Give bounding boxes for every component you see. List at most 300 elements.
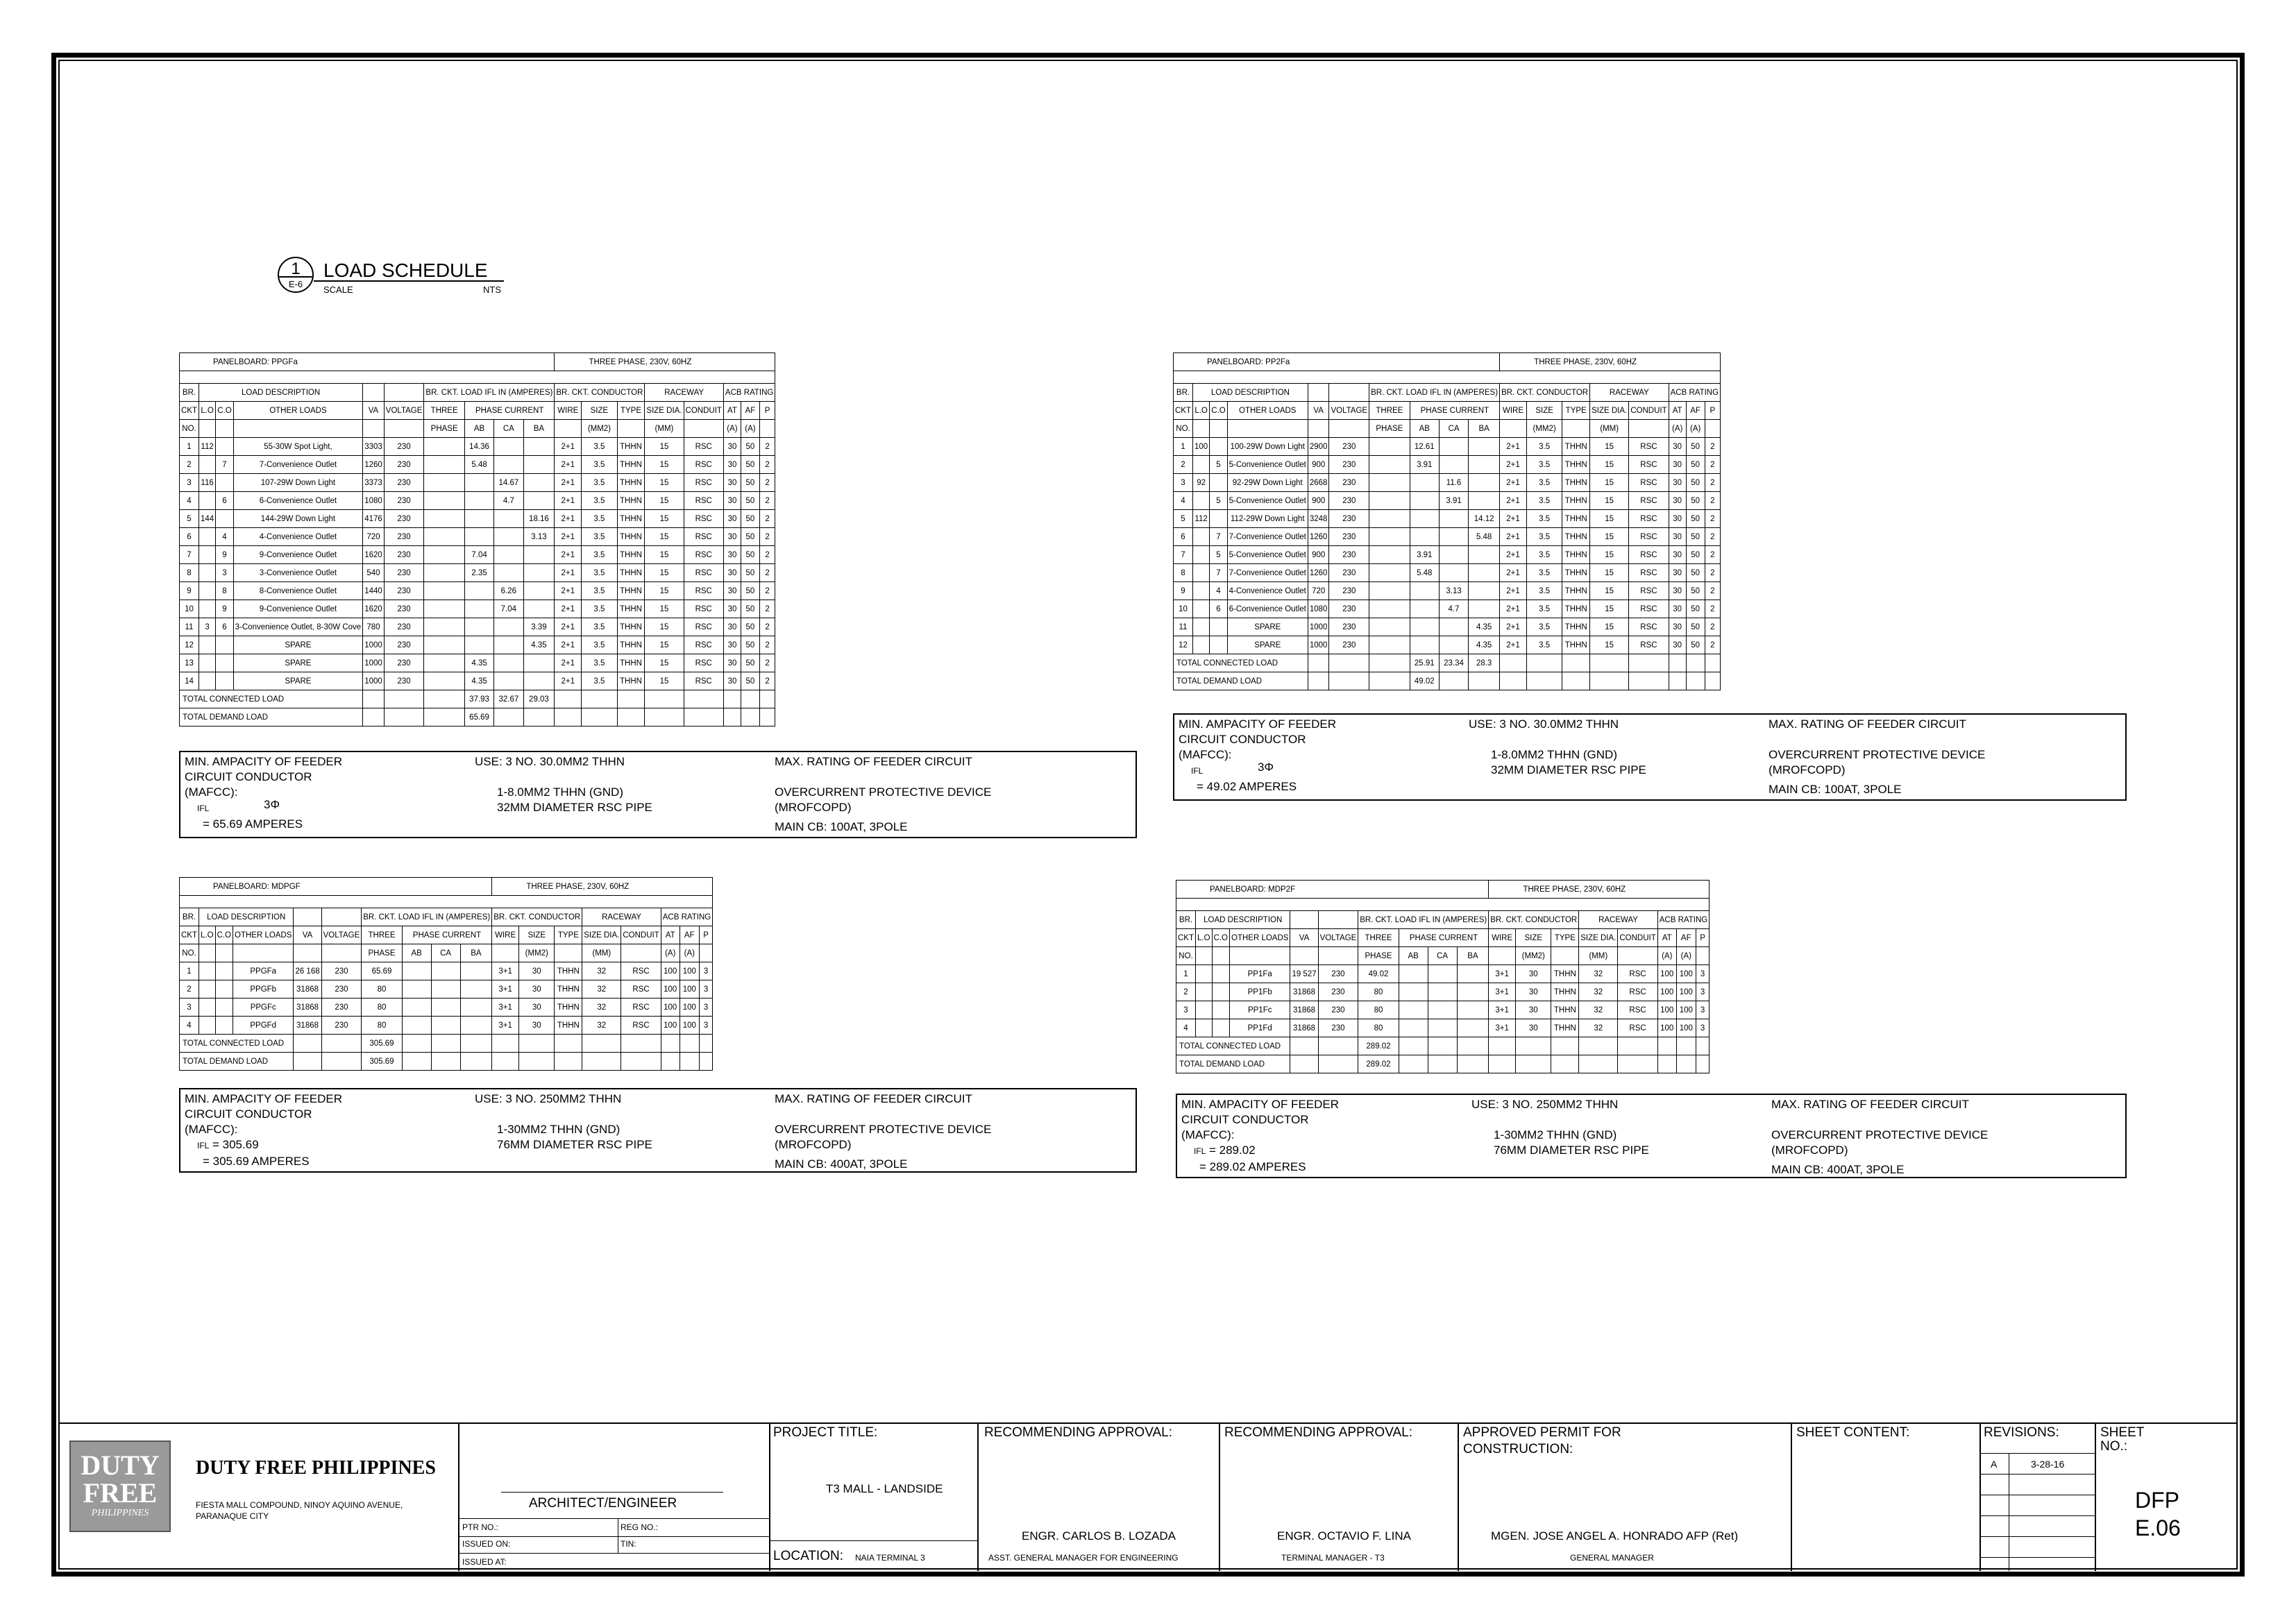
address-line-1: FIESTA MALL COMPOUND, NINOY AQUINO AVENUE, <box>196 1500 403 1510</box>
col-header: CONDUIT <box>1618 929 1657 947</box>
table-cell: THHN <box>617 474 645 492</box>
revision-letter: A <box>1991 1459 1998 1470</box>
col-header: BA <box>1457 947 1489 965</box>
table-cell: 3.5 <box>582 582 617 600</box>
table-cell: 3 <box>1696 1001 1709 1019</box>
col-header <box>199 944 216 962</box>
table-cell: 2 <box>180 456 199 474</box>
feeder-circuit-conductor: CIRCUIT CONDUCTOR <box>1179 733 1306 746</box>
col-br: BR. <box>1174 384 1193 402</box>
table-cell: RSC <box>1618 1019 1657 1037</box>
panel-phase: THREE PHASE, 230V, 60HZ <box>492 878 713 896</box>
project-label: PROJECT TITLE: <box>773 1425 878 1440</box>
total-ca <box>431 1053 460 1071</box>
col-header: L.O <box>199 926 216 944</box>
table-cell: 100 <box>1657 1001 1676 1019</box>
table-cell <box>1439 438 1468 456</box>
table-cell: 9 <box>216 600 233 618</box>
table-cell: 50 <box>1686 600 1705 618</box>
total-three-phase <box>424 708 465 726</box>
col-header: TYPE <box>617 402 645 420</box>
table-cell <box>199 564 216 582</box>
table-cell: SPARE <box>1227 636 1308 654</box>
table-cell <box>199 1017 216 1035</box>
table-cell: 10 <box>1174 600 1193 618</box>
col-conductor: BR. CKT. CONDUCTOR <box>492 908 582 926</box>
col-header: VA <box>294 926 321 944</box>
table-cell <box>402 999 431 1017</box>
table-cell: RSC <box>1629 456 1669 474</box>
table-cell: 80 <box>1358 1019 1399 1037</box>
table-cell: 7-Convenience Outlet <box>1227 528 1308 546</box>
table-cell: 230 <box>1329 438 1369 456</box>
table-cell: 2+1 <box>1500 600 1527 618</box>
table-cell: THHN <box>1562 564 1590 582</box>
table-cell: 3+1 <box>492 962 519 980</box>
table-cell <box>424 618 465 636</box>
table-cell <box>1193 582 1210 600</box>
table-row <box>1174 618 1721 636</box>
table-cell: 230 <box>384 492 424 510</box>
approval-cell <box>1459 1424 1792 1571</box>
col-load-description: LOAD DESCRIPTION <box>1193 384 1308 402</box>
table-cell <box>424 438 465 456</box>
table-cell: 2 <box>759 672 775 690</box>
table-cell: 3.5 <box>1526 474 1562 492</box>
table-cell: RSC <box>1618 983 1657 1001</box>
table-cell <box>1369 546 1410 564</box>
table-cell: 100 <box>679 962 699 980</box>
panelboard-name: PANELBOARD: PP2Fa <box>1174 353 1500 371</box>
table-cell <box>215 962 233 980</box>
table-cell <box>424 636 465 654</box>
table-cell: 1000 <box>363 654 385 672</box>
table-cell: 15 <box>1590 636 1629 654</box>
table-cell <box>494 546 523 564</box>
table-cell: 5-Convenience Outlet <box>1227 456 1308 474</box>
panelboard-name: PANELBOARD: MDPGF <box>180 878 492 896</box>
col-header: SIZE <box>519 926 555 944</box>
table-cell <box>1457 965 1489 983</box>
table-cell <box>1369 510 1410 528</box>
table-row <box>1174 636 1721 654</box>
table-cell: 50 <box>741 438 760 456</box>
total-three-phase: 305.69 <box>362 1053 403 1071</box>
approval-name: MGEN. JOSE ANGEL A. HONRADO AFP (Ret) <box>1491 1529 1739 1543</box>
table-cell: 2+1 <box>555 474 582 492</box>
feeder-ifl-label: IFL <box>1191 766 1204 776</box>
col-header: VOLTAGE <box>384 402 424 420</box>
table-cell <box>1439 636 1468 654</box>
sheet-label-1: SHEET <box>2100 1425 2145 1440</box>
table-cell: 30 <box>1669 582 1686 600</box>
col-acb: ACB RATING <box>661 908 712 926</box>
table-cell: 3 <box>699 999 712 1017</box>
table-cell <box>1369 456 1410 474</box>
table-cell: THHN <box>617 654 645 672</box>
table-cell: THHN <box>1562 492 1590 510</box>
table-cell: PPGFa <box>233 962 294 980</box>
company-logo: DUTY FREE PHILIPPINES <box>69 1441 171 1532</box>
table-cell: 5 <box>1174 510 1193 528</box>
table-cell: RSC <box>684 618 723 636</box>
feeder-amperes: = 289.02 AMPERES <box>1199 1160 1306 1173</box>
table-cell: 30 <box>1669 474 1686 492</box>
project-title: T3 MALL - LANDSIDE <box>826 1482 943 1495</box>
feeder-ifl-label: IFL <box>1194 1146 1206 1156</box>
col-header: AB <box>402 944 431 962</box>
total-ba: 29.03 <box>523 690 555 708</box>
table-cell: 9 <box>180 582 199 600</box>
table-cell: 4.35 <box>523 636 555 654</box>
table-row <box>1176 965 1710 983</box>
table-cell <box>1439 564 1468 582</box>
table-cell: 14.12 <box>1469 510 1500 528</box>
feeder-use: USE: 3 NO. 30.0MM2 THHN <box>1469 717 1619 731</box>
table-cell <box>1210 474 1227 492</box>
table-cell: 2 <box>759 618 775 636</box>
table-cell: 3.91 <box>1439 492 1468 510</box>
table-cell: 30 <box>1669 600 1686 618</box>
table-cell: 15 <box>645 582 684 600</box>
col-acb: ACB RATING <box>723 384 775 402</box>
table-cell: 15 <box>1590 546 1629 564</box>
total-ab: 37.93 <box>464 690 493 708</box>
approval-label-2: CONSTRUCTION: <box>1463 1442 1573 1456</box>
table-cell <box>1369 600 1410 618</box>
table-cell: 230 <box>1329 528 1369 546</box>
col-header: (MM) <box>645 420 684 438</box>
table-cell: 1260 <box>363 456 385 474</box>
table-cell: 2+1 <box>1500 456 1527 474</box>
col-phase-current: PHASE CURRENT <box>402 926 491 944</box>
table-cell <box>1196 983 1213 1001</box>
col-header: PHASE <box>424 420 465 438</box>
col-header <box>1562 420 1590 438</box>
table-cell: 2+1 <box>1500 474 1527 492</box>
col-header: CONDUIT <box>684 402 723 420</box>
table-cell: 31868 <box>1290 1001 1318 1019</box>
table-cell <box>464 582 493 600</box>
reg-label: REG NO.: <box>621 1522 659 1532</box>
table-cell: 30 <box>723 438 741 456</box>
feeder-ifl-label: IFL <box>197 1141 210 1150</box>
revision-date: 3-28-16 <box>2031 1459 2065 1470</box>
table-cell: 30 <box>723 654 741 672</box>
table-cell: 100 <box>661 1017 679 1035</box>
feeder-summary <box>179 1088 1137 1173</box>
table-cell <box>424 528 465 546</box>
table-cell: 230 <box>1329 546 1369 564</box>
table-cell: 3 <box>699 980 712 999</box>
table-cell: RSC <box>684 654 723 672</box>
table-cell: 2+1 <box>555 492 582 510</box>
table-cell: 80 <box>362 999 403 1017</box>
approval-label-1: APPROVED PERMIT FOR <box>1463 1425 1621 1440</box>
table-row <box>180 546 775 564</box>
table-cell <box>1457 983 1489 1001</box>
table-cell <box>1210 618 1227 636</box>
table-cell <box>199 492 216 510</box>
table-cell: 9 <box>1174 582 1193 600</box>
table-cell: 230 <box>1329 474 1369 492</box>
table-cell: 230 <box>384 636 424 654</box>
table-cell: 230 <box>1329 492 1369 510</box>
ptr-label: PTR NO.: <box>462 1522 499 1532</box>
rec1-name: ENGR. CARLOS B. LOZADA <box>1022 1529 1176 1543</box>
table-cell: 50 <box>1686 618 1705 636</box>
location-label: LOCATION: <box>773 1549 843 1563</box>
feeder-ocpd: OVERCURRENT PROTECTIVE DEVICE <box>1771 1128 1989 1141</box>
table-cell: 32 <box>582 980 621 999</box>
feeder-main-cb: MAIN CB: 100AT, 3POLE <box>1769 783 1902 796</box>
table-cell: 1080 <box>363 492 385 510</box>
col-header: BA <box>460 944 492 962</box>
col-header: (A) <box>1686 420 1705 438</box>
table-cell <box>460 999 492 1017</box>
table-cell: 30 <box>519 1017 555 1035</box>
col-header: CA <box>1428 947 1457 965</box>
sheet-content-cell <box>1792 1424 1981 1571</box>
table-cell: 31868 <box>294 999 321 1017</box>
total-label: TOTAL CONNECTED LOAD <box>180 690 363 708</box>
table-cell: 15 <box>645 618 684 636</box>
total-ab: 25.91 <box>1410 654 1439 672</box>
table-cell: 2 <box>1705 474 1721 492</box>
table-cell: 15 <box>645 672 684 690</box>
table-cell: 30 <box>1669 528 1686 546</box>
table-cell: 3.5 <box>582 672 617 690</box>
table-cell <box>494 564 523 582</box>
table-cell: 1000 <box>1308 618 1329 636</box>
table-cell <box>424 546 465 564</box>
col-br: BR. <box>1176 911 1196 929</box>
col-header: THREE <box>362 926 403 944</box>
table-cell: THHN <box>617 492 645 510</box>
col-header <box>1212 947 1229 965</box>
table-cell: 144-29W Down Light <box>233 510 363 528</box>
col-acb: ACB RATING <box>1669 384 1720 402</box>
table-cell <box>199 999 216 1017</box>
table-cell: RSC <box>684 456 723 474</box>
panel-phase: THREE PHASE, 230V, 60HZ <box>555 353 775 371</box>
table-cell: 15 <box>645 546 684 564</box>
table-cell: THHN <box>1562 618 1590 636</box>
col-load-description: LOAD DESCRIPTION <box>1196 911 1290 929</box>
table-cell: 100 <box>1657 983 1676 1001</box>
table-cell: 3.5 <box>1526 618 1562 636</box>
table-cell <box>464 492 493 510</box>
table-cell: 2 <box>759 438 775 456</box>
table-cell: THHN <box>1562 438 1590 456</box>
feeder-circuit-conductor: CIRCUIT CONDUCTOR <box>185 770 312 783</box>
table-cell <box>1193 636 1210 654</box>
table-cell: 30 <box>723 510 741 528</box>
feeder-ground: 1-30MM2 THHN (GND) <box>1494 1128 1617 1141</box>
revisions-label: REVISIONS: <box>1984 1425 2059 1440</box>
table-cell: 3.5 <box>582 618 617 636</box>
col-header: SIZE DIA. <box>1590 402 1629 420</box>
table-cell <box>523 654 555 672</box>
table-cell <box>494 618 523 636</box>
table-cell: 2+1 <box>555 582 582 600</box>
table-cell <box>494 636 523 654</box>
col-header: NO. <box>1174 420 1193 438</box>
table-cell: 30 <box>519 962 555 980</box>
sheet-no-2: E.06 <box>2135 1515 2181 1540</box>
table-cell: 5.48 <box>1469 528 1500 546</box>
table-cell: 5 <box>180 510 199 528</box>
col-raceway: RACEWAY <box>582 908 661 926</box>
table-cell: RSC <box>684 510 723 528</box>
table-cell: 30 <box>723 582 741 600</box>
table-cell: RSC <box>684 474 723 492</box>
table-cell: 2 <box>1705 600 1721 618</box>
table-cell <box>464 636 493 654</box>
table-cell: 7-Convenience Outlet <box>233 456 363 474</box>
col-header: SIZE <box>582 402 617 420</box>
total-ca <box>1428 1055 1457 1073</box>
feeder-circuit-conductor: CIRCUIT CONDUCTOR <box>185 1107 312 1121</box>
table-cell: 30 <box>519 999 555 1017</box>
table-cell: 100 <box>679 1017 699 1035</box>
table-cell: 100 <box>1657 1019 1676 1037</box>
table-cell: 1000 <box>1308 636 1329 654</box>
table-cell: 30 <box>1669 456 1686 474</box>
sheet-content-label: SHEET CONTENT: <box>1796 1425 1910 1440</box>
table-row <box>180 962 713 980</box>
table-cell: THHN <box>1551 965 1579 983</box>
table-cell: 2 <box>759 456 775 474</box>
col-header <box>215 944 233 962</box>
table-row <box>1174 600 1721 618</box>
table-cell <box>424 672 465 690</box>
table-cell: 92 <box>1193 474 1210 492</box>
table-cell: 30 <box>723 600 741 618</box>
table-cell: 50 <box>741 654 760 672</box>
table-cell <box>1410 600 1439 618</box>
table-cell: 2 <box>1705 456 1721 474</box>
table-cell: 15 <box>645 456 684 474</box>
feeder-ocpd: OVERCURRENT PROTECTIVE DEVICE <box>775 785 992 799</box>
col-header <box>233 944 294 962</box>
table-cell: RSC <box>1629 582 1669 600</box>
table-cell: 100 <box>1676 1001 1696 1019</box>
feeder-pipe: 32MM DIAMETER RSC PIPE <box>497 801 652 814</box>
table-cell: THHN <box>1562 456 1590 474</box>
total-ba <box>460 1053 492 1071</box>
total-ca: 23.34 <box>1439 654 1468 672</box>
table-cell: 3-Convenience Outlet <box>233 564 363 582</box>
table-cell <box>402 1017 431 1035</box>
table-cell <box>1196 965 1213 983</box>
table-cell: PP1Fc <box>1230 1001 1290 1019</box>
table-cell: 3 <box>699 962 712 980</box>
table-cell: 50 <box>741 564 760 582</box>
table-cell: 780 <box>363 618 385 636</box>
table-cell: 230 <box>384 456 424 474</box>
feeder-use: USE: 3 NO. 250MM2 THHN <box>1471 1098 1619 1111</box>
table-cell <box>1210 438 1227 456</box>
table-cell: 8 <box>1174 564 1193 582</box>
revisions-cell <box>1981 1424 2096 1571</box>
table-cell <box>1212 965 1229 983</box>
table-cell <box>523 546 555 564</box>
table-cell <box>460 980 492 999</box>
table-cell: 30 <box>723 618 741 636</box>
table-cell: 720 <box>1308 582 1329 600</box>
table-cell: THHN <box>617 564 645 582</box>
col-header: OTHER LOADS <box>233 926 294 944</box>
table-cell: 100 <box>1676 1019 1696 1037</box>
table-cell: 3 <box>180 474 199 492</box>
table-cell: 50 <box>741 510 760 528</box>
feeder-pipe: 32MM DIAMETER RSC PIPE <box>1491 763 1646 776</box>
table-cell: THHN <box>1562 510 1590 528</box>
col-header <box>1551 947 1579 965</box>
table-cell: 3 <box>1176 1001 1196 1019</box>
table-cell: PPGFc <box>233 999 294 1017</box>
table-cell: 32 <box>1579 965 1618 983</box>
col-header: CKT <box>1174 402 1193 420</box>
table-cell: 50 <box>741 546 760 564</box>
table-cell: 5.48 <box>1410 564 1439 582</box>
col-header: PHASE <box>1358 947 1399 965</box>
table-cell: 30 <box>519 980 555 999</box>
col-header: (A) <box>741 420 760 438</box>
table-cell: RSC <box>1629 438 1669 456</box>
table-cell: 3.5 <box>582 456 617 474</box>
table-cell: 2900 <box>1308 438 1329 456</box>
table-cell: 230 <box>384 582 424 600</box>
detail-number: 1 <box>291 260 301 278</box>
feeder-mafcc: (MAFCC): <box>185 1123 238 1136</box>
table-cell: 7.04 <box>464 546 493 564</box>
table-cell: RSC <box>1629 528 1669 546</box>
table-cell <box>1210 636 1227 654</box>
table-cell: 50 <box>1686 636 1705 654</box>
table-cell: 230 <box>384 600 424 618</box>
table-cell: 30 <box>1669 618 1686 636</box>
table-cell: 50 <box>1686 546 1705 564</box>
table-cell <box>1369 636 1410 654</box>
col-br: BR. <box>180 908 199 926</box>
table-cell <box>494 456 523 474</box>
table-cell: RSC <box>621 999 661 1017</box>
table-cell: 4 <box>180 1017 199 1035</box>
col-header <box>621 944 661 962</box>
table-cell: 3.91 <box>1410 456 1439 474</box>
table-cell <box>199 582 216 600</box>
table-cell: 2 <box>759 654 775 672</box>
address-line-2: PARANAQUE CITY <box>196 1511 269 1521</box>
table-cell: 15 <box>645 654 684 672</box>
col-header: WIRE <box>555 402 582 420</box>
table-cell: 3.5 <box>1526 510 1562 528</box>
total-ca: 32.67 <box>494 690 523 708</box>
table-cell: 12 <box>180 636 199 654</box>
table-cell: 3373 <box>363 474 385 492</box>
table-cell: 11 <box>1174 618 1193 636</box>
table-cell: THHN <box>555 1017 582 1035</box>
total-ca <box>431 1035 460 1053</box>
table-row <box>180 582 775 600</box>
table-cell <box>424 456 465 474</box>
table-cell: 230 <box>1329 510 1369 528</box>
tin-label: TIN: <box>621 1539 636 1549</box>
table-cell: 230 <box>384 672 424 690</box>
table-cell: 15 <box>645 528 684 546</box>
